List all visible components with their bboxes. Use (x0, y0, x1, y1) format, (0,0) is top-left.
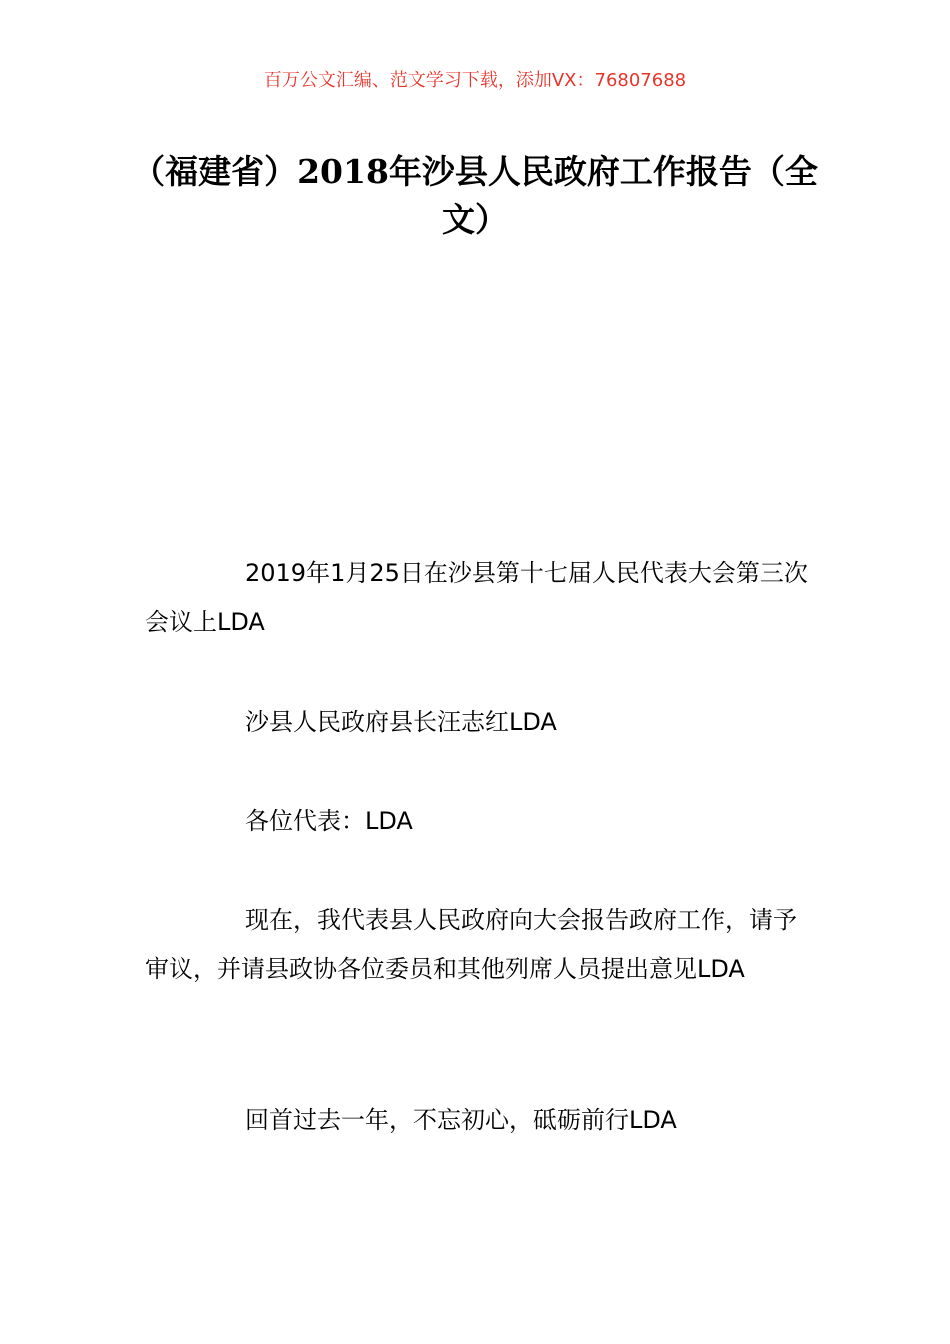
page-title: （福建省）2018年沙县人民政府工作报告（全文） (132, 152, 818, 239)
paragraph-speaker: 沙县人民政府县长汪志红LDA (245, 708, 557, 736)
paragraph-review: 回首过去一年，不忘初心，砥砺前行LDA (245, 1106, 677, 1134)
promo-header: 百万公文汇编、范文学习下载，添加VX：76807688 (263, 70, 687, 91)
paragraph-introduction: 现在，我代表县人民政府向大会报告政府工作，请予审议，并请县政协各位委员和其他列席人员提出意见LDA (145, 906, 797, 983)
paragraph-salutation: 各位代表：LDA (245, 807, 413, 835)
paragraph-meeting-info: 2019年1月25日在沙县第十七届人民代表大会第三次会议上LDA (145, 559, 808, 636)
